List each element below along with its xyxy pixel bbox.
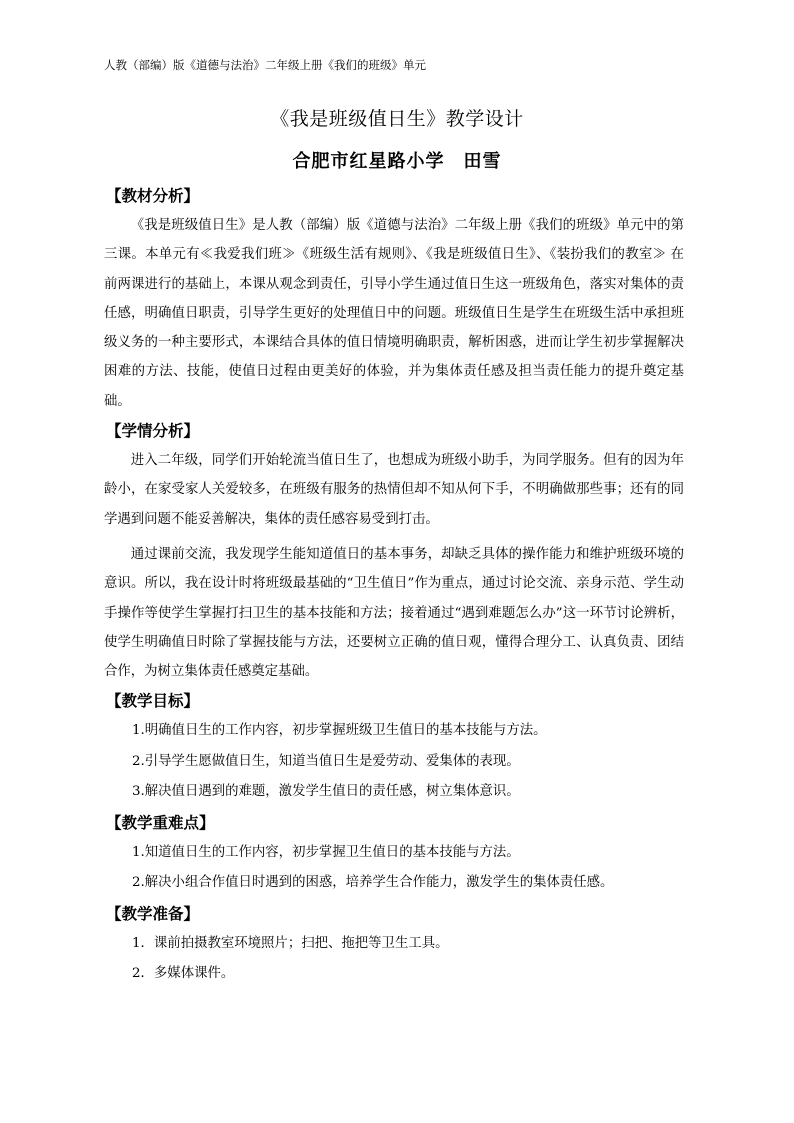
paragraph: 进入二年级，同学们开始轮流当值日生了，也想成为班级小助手，为同学服务。但有的因为年龄小，在家受家人关爱较多，在班级有服务的热情但却不知从何下手，不明确做那些事；还有的同学遇到问题不能妥善解决，集体的责任感容易受到打击。 (104, 453, 684, 527)
list-item: 2．多媒体课件。 (132, 966, 235, 982)
section-heading: 【教学准备】 (106, 904, 200, 923)
list-item: 2.引导学生愿做值日生，知道当值日生是爱劳动、爱集体的表现。 (132, 753, 520, 769)
running-header: 人教（部编）版《道德与法治》二年级上册《我们的班级》单元 (104, 58, 426, 72)
section-teaching-goals (104, 686, 684, 808)
section-heading: 【教材分析】 (106, 187, 200, 205)
section-student-analysis (104, 416, 684, 686)
list-item: 3.解决值日遇到的难题，激发学生值日的责任感，树立集体意识。 (132, 784, 520, 800)
paragraph: 通过课前交流，我发现学生能知道值日的基本事务，却缺乏具体的操作能力和维护班级环境的意识。所以，我在设计时将班级最基础的“卫生值日”作为重点，通过讨论交流、亲身示范、学生动手操作等使学生掌握打扫卫生的基本技能和方法；接着通过“遇到难题怎么办”这一环节讨论辨析，使学生明确值日时除了掌握技能与方法，还要树立正确的值日观，懂得合理分工、认真负责、团结合作，为树立集体责任感奠定基础。 (104, 546, 684, 680)
section-heading: 【学情分析】 (106, 422, 200, 441)
document-body (104, 181, 684, 990)
section-key-difficulties (104, 808, 684, 899)
section-preparation (104, 899, 684, 990)
list-item: 1.明确值日生的工作内容，初步掌握班级卫生值日的基本技能与方法。 (132, 723, 547, 739)
paragraph: 《我是班级值日生》是人教（部编）版《道德与法治》二年级上册《我们的班级》单元中的第三课。本单元有≪我爱我们班≫《班级生活有规则》、《我是班级值日生》、《装扮我们的教室≫ 在前两课进行的基础上，本课从观念到责任，引导小学生通过值日生这一班级角色，落实对集体的责任感，明确值日职责，引导学生更好的处理值日中的问题。班级值日生是学生在班级生活中承担班级义务的一种主要形式，本课结合具体的值日情境明确职责，解析困惑，进而让学生初步掌握解决困难的方法、技能，使值日过程由更美好的体验，并为集体责任感及担当责任能力的提升奠定基础。 (104, 218, 684, 409)
section-heading: 【教学目标】 (106, 692, 200, 711)
document-title: 《我是班级值日生》教学设计 (270, 108, 524, 130)
section-textbook-analysis (104, 181, 684, 416)
author-line: 合肥市红星路小学 田雪 (292, 151, 502, 172)
list-item: 1．课前拍摄教室环境照片；扫把、拖把等卫生工具。 (132, 935, 449, 951)
section-heading: 【教学重难点】 (106, 813, 215, 832)
list-item: 2.解决小组合作值日时遇到的困惑，培养学生合作能力，激发学生的集体责任感。 (132, 875, 614, 891)
list-item: 1.知道值日生的工作内容，初步掌握卫生值日的基本技能与方法。 (132, 844, 520, 860)
